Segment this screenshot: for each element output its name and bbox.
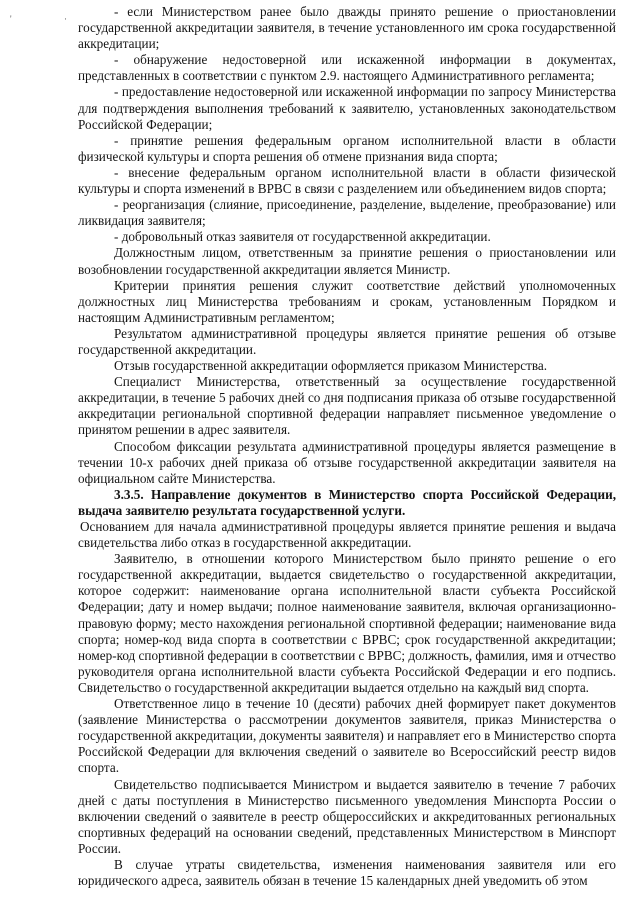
paragraph: Свидетельство подписывается Министром и выдается заявителю в течение 7 рабочих дней с даты поступления в Министерство письменного уведомления Минспорта России о включении сведений о заявителе в реестр общероссийских и аккредитованных региональных спортивных федераций на основании сведений, представленных Министерством в Минспорт России.	[78, 776, 616, 856]
paragraph: - предоставление недостоверной или искаженной информации по запросу Министерства для подтверждения выполнения требований к заявителю, установленных законодательством Российской Федерации;	[78, 84, 616, 132]
paragraph: Заявителю, в отношении которого Министерством было принято решение о его государственной аккредитации, выдается свидетельство о государственной аккредитации, которое содержит: наименование органа исполнительной власти субъекта Российской Федерации; дату и номер выдачи; полное наименование заявителя, включая организационно-правовую форму; место нахождения региональной спортивной федерации; наименование вида спорта; номер-код вида спорта в соответствии с ВРВС; срок государственной аккредитации; номер-код спортивной федерации в соответствии с ВРВС; должность, фамилия, имя и отчество руководителя органа исполнительной власти субъекта Российской Федерации и его подпись. Свидетельство о государственной аккредитации выдается отдельно на каждый вид спорта.	[78, 551, 616, 695]
paragraph: Должностным лицом, ответственным за принятие решения о приостановлении или возобновлении государственной аккредитации является Министр.	[78, 245, 616, 277]
paragraph: Специалист Министерства, ответственный за осуществление государственной аккредитации, в течение 5 рабочих дней со дня подписания приказа об отзыве государственной аккредитации региональной спортивной федерации направляет письменное уведомление о принятом решении в адрес заявителя.	[78, 374, 616, 438]
paragraph: Отзыв государственной аккредитации оформляется приказом Министерства.	[114, 358, 548, 374]
paragraph: - принятие решения федеральным органом исполнительной власти в области физической культуры и спорта решения об отмене признания вида спорта;	[78, 132, 616, 164]
scan-speck: ·	[64, 14, 67, 24]
paragraph: Результатом административной процедуры является принятие решения об отзыве государственной аккредитации.	[78, 325, 616, 357]
paragraph: - обнаружение недостоверной или искаженной информации в документах, представленных в соответствии с пунктом 2.9. настоящего Административного регламента;	[78, 52, 616, 84]
paragraph: Способом фиксации результата административной процедуры является размещение в течении 10-х рабочих дней приказа об отзыве государственной аккредитации заявителя на официальном сайте Министерства.	[78, 438, 616, 486]
paragraph: - реорганизация (слияние, присоединение, разделение, выделение, преобразование) или ликвидация заявителя;	[78, 197, 616, 229]
section-heading: 3.3.5. Направление документов в Министерство спорта Российской Федерации, выдача заявителю результата государственной услуги.	[78, 486, 616, 518]
paragraph: - если Министерством ранее было дважды принято решение о приостановлении государственной аккредитации заявителя, в течение установленного им срока государственной аккредитации;	[78, 4, 616, 52]
paragraph: Ответственное лицо в течение 10 (десяти) рабочих дней формирует пакет документов (заявление Министерства о рассмотрении документов заявителя, приказ Министерства о государственной аккредитации, документы заявителя) и направляет его в Министерство спорта Российской Федерации для включения сведений о заявителе во Всероссийский реестр видов спорта.	[78, 696, 616, 776]
paragraph: - внесение федеральным органом исполнительной власти в области физической культуры и спорта изменений в ВРВС в связи с разделением или объединением видов спорта;	[78, 164, 616, 197]
paragraph: В случае утраты свидетельства, изменения наименования заявителя или его юридического адреса, заявитель обязан в течение 15 календарных дней уведомить об этом	[78, 856, 616, 889]
document-body	[78, 4, 616, 889]
scan-speck: '	[10, 14, 12, 24]
paragraph: Критерии принятия решения служит соответствие действий уполномоченных должностных лиц Министерства требованиям и срокам, установленным Порядком и настоящим Административным регламентом;	[78, 277, 616, 325]
paragraph: Основанием для начала административной процедуры является принятие решения и выдача свидетельства либо отказ в государственной аккредитации.	[78, 519, 616, 551]
paragraph: - добровольный отказ заявителя от государственной аккредитации.	[114, 229, 491, 245]
